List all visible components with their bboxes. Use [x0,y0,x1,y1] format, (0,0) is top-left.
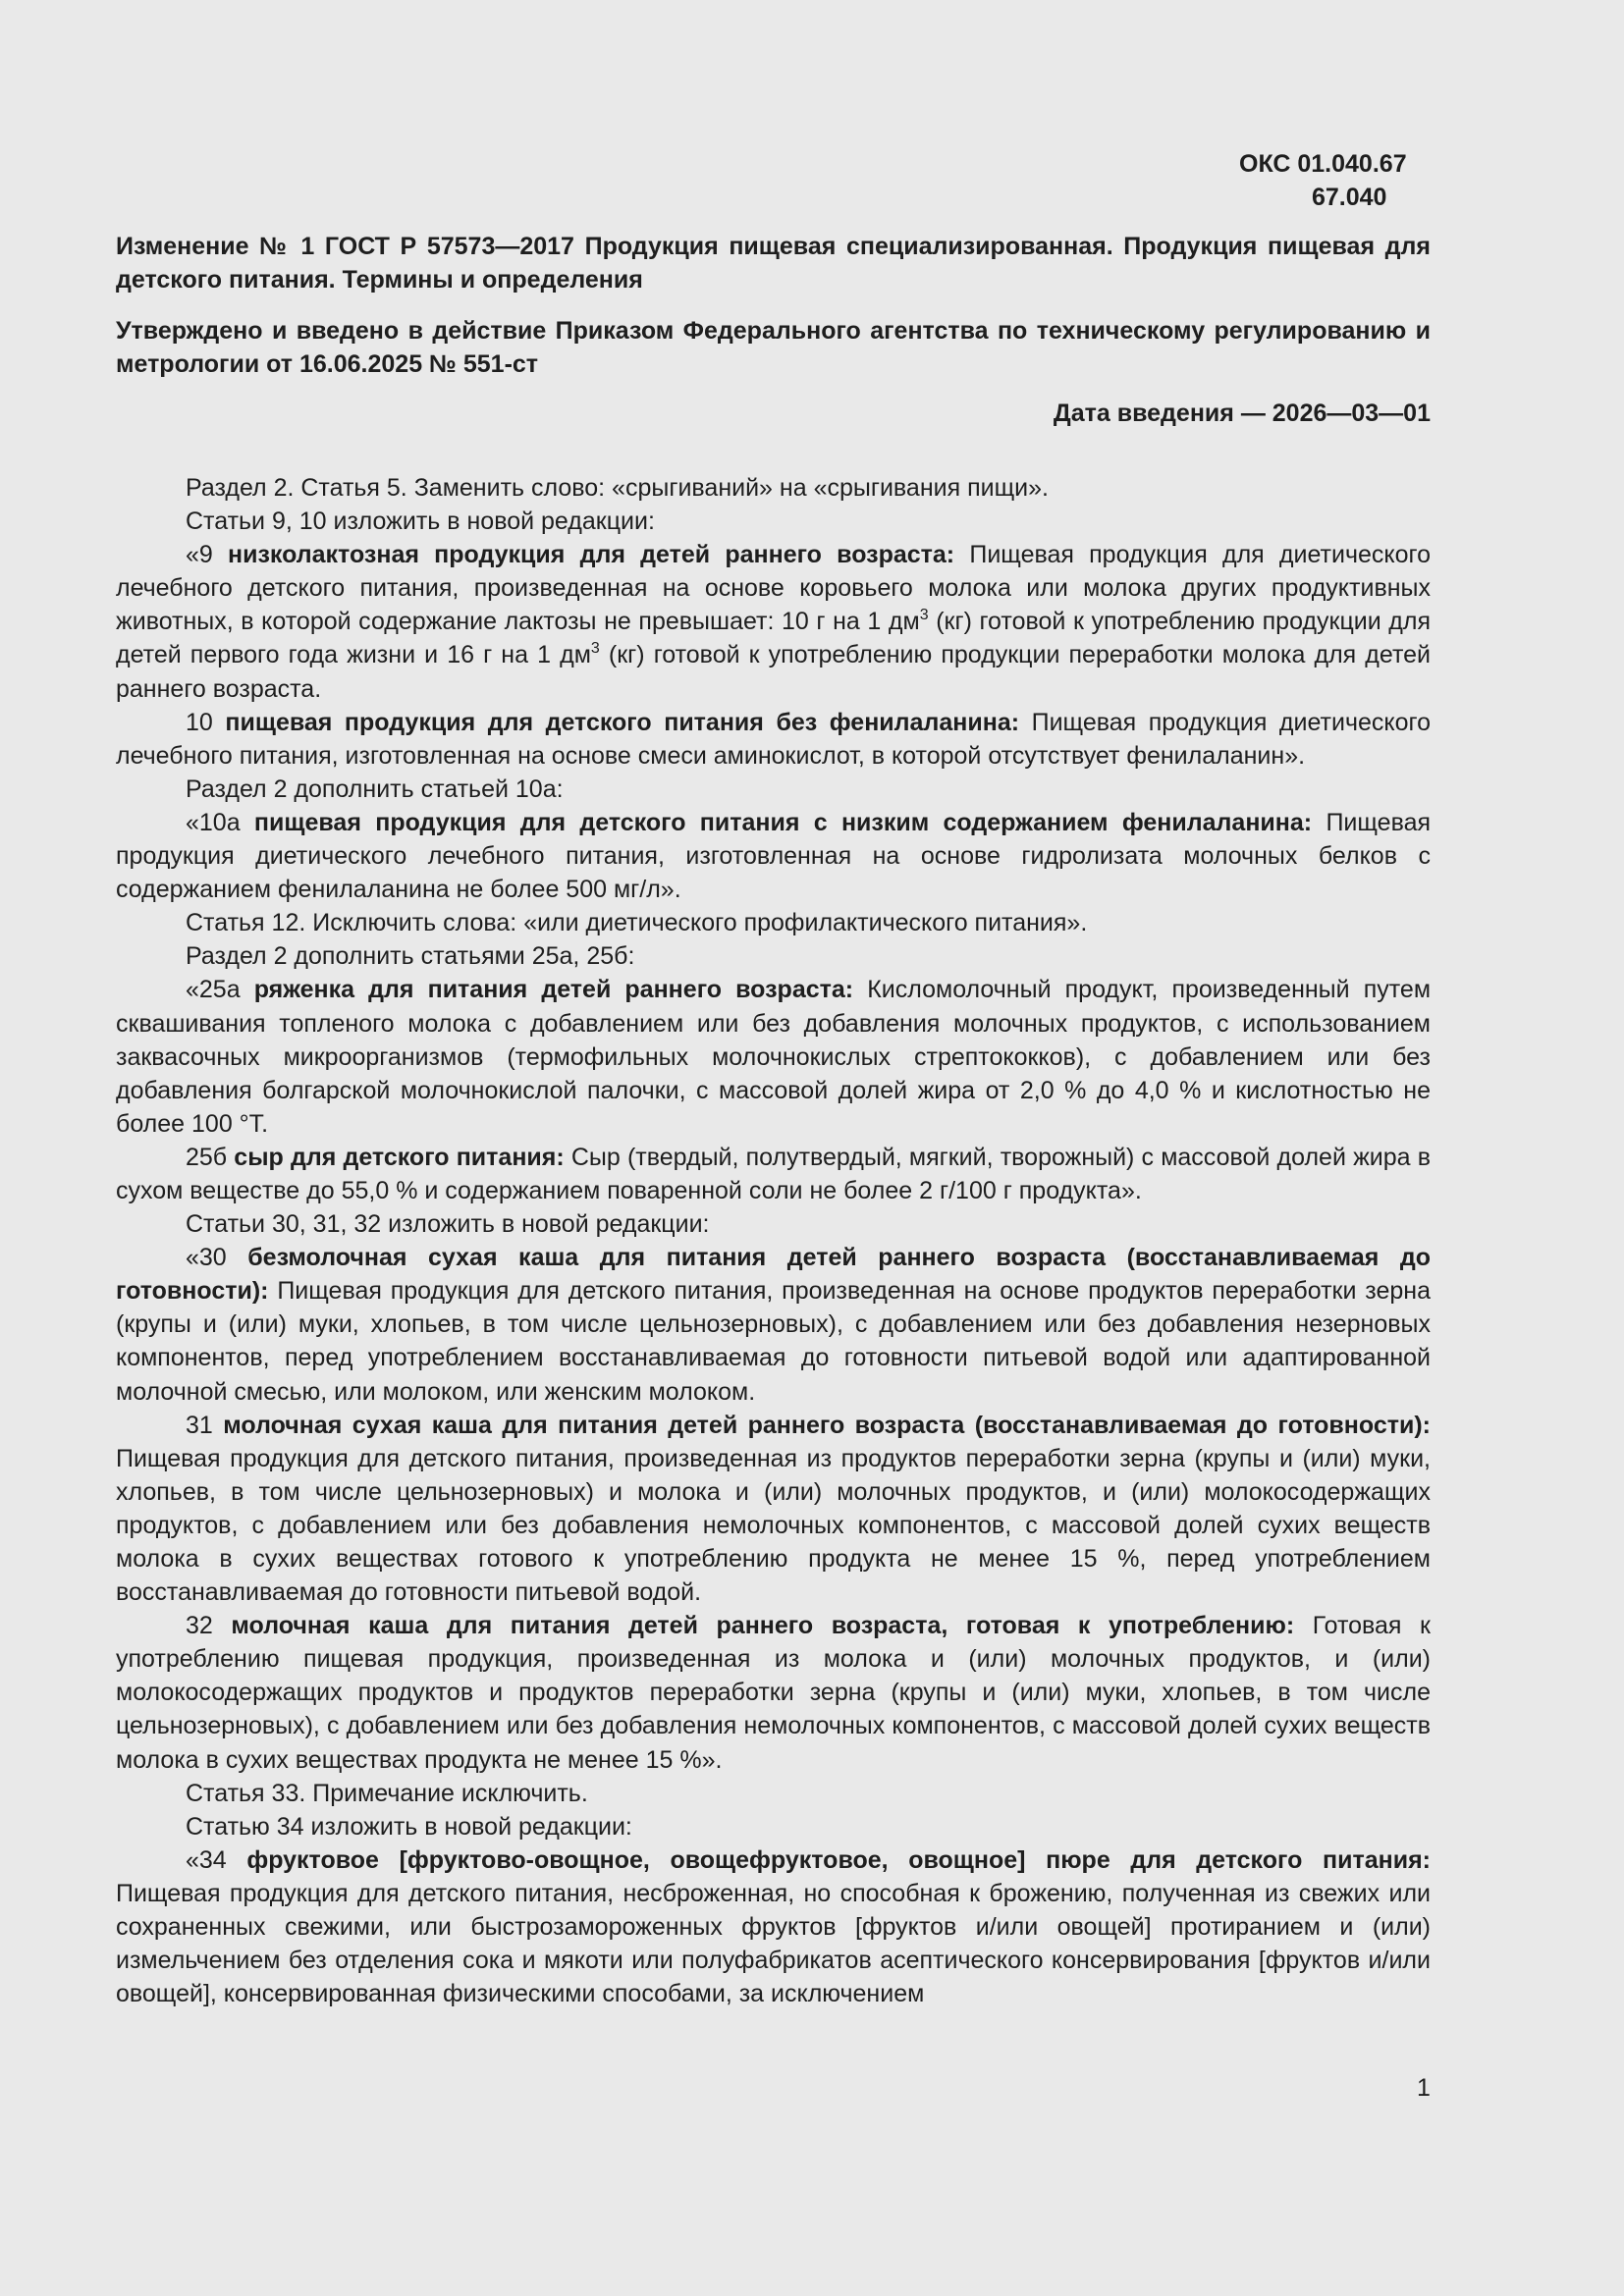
term-name: молочная каша для питания детей раннего возраста, готовая к употреблению: [231,1612,1295,1640]
paragraph: Статьи 9, 10 изложить в новой редакции: [186,507,655,536]
term-name: молочная сухая каша для питания детей раннего возраста (восстанавливаемая до готовности): [223,1411,1431,1439]
superscript: 3 [590,640,600,658]
term-number: «25а [186,976,254,1004]
paragraph: Статью 34 изложить в новой редакции: [186,1812,632,1841]
term-definition [116,1843,1431,2010]
paragraph: Раздел 2 дополнить статьями 25а, 25б: [186,942,635,971]
term-name: сыр для детского питания: [234,1143,565,1171]
term-text: Пищевая продукция диетического лечебного питания, изготовленная на основе гидролизата молочных белков с содержанием фенилаланина не более 500 мг/л». [116,808,1432,904]
amendment-body [116,471,1431,2010]
term-text: Пищевая продукция диетического лечебного питания, изготовленная на основе смеси аминокислот, в которой отсутствует фенилаланин». [116,708,1431,770]
term-number: 25б [186,1143,235,1171]
term-text: Пищевая продукция для детского питания, произведенная на основе продуктов переработки зерна (крупы и (или) муки, хлопьев, в том числе цельнозерновых), с добавлением или без добавления незерновых компонентов, перед употреблением восстанавливаемая до готовности питьевой водой или адаптированной молочной смесью, или молоком, или женским молоком. [116,1277,1431,1406]
term-number: 31 [186,1411,224,1439]
paragraph: Раздел 2. Статья 5. Заменить слово: «срыгиваний» на «срыгивания пищи». [186,474,1049,502]
term-number: «10а [186,808,254,836]
term-text: Кисломолочный продукт, произведенный путем сквашивания топленого молока с добавлением или без добавления молочных продуктов, с использованием заквасочных микроорганизмов (термофильных молочнокислых стрептококков), с добавлением или без добавления болгарской молочнокислой палочки, с массовой долей жира от 2,0 % до 4,0 % и кислотностью не более 100 °Т. [116,976,1432,1138]
term-text: Готовая к употреблению пищевая продукция, произведенная из молока и (или) молочных продуктов, и (или) молокосодержащих продуктов и продуктов переработки зерна (крупы и (или) муки, хлопьев, в том числе цельнозерновых), с добавлением или без добавления немолочных компонентов, с массовой долей сухих веществ молока в сухих веществах продукта не менее 15 %». [116,1612,1431,1774]
oks-code-line-2: 67.040 [1312,184,1387,211]
term-definition [116,1409,1431,1610]
page-number: 1 [1417,2074,1431,2102]
term-text: Пищевая продукция для диетического лечебного детского питания, произведенная на основе коровьего молока или молока других продуктивных животных, в которой содержание лактозы не превышает: 10 г на 1 дм [116,541,1431,636]
paragraph: Раздел 2 дополнить статьей 10а: [186,774,564,803]
term-definition [116,538,1431,705]
term-text: Пищевая продукция для детского питания, произведенная из продуктов переработки зерна (крупы и (или) муки, хлопьев, в том числе цельнозерновых) и молока и (или) молочных продуктов, и (или) молокосодержащих продуктов, с добавлением или без добавления немолочных компонентов, с массовой долей сухих веществ молока в сухих веществах готового к употреблению продукта не менее 15 %, перед употреблением восстанавливаемая до готовности питьевой водой. [116,1444,1431,1607]
term-text: (кг) готовой к употреблению продукции для детей первого года жизни и 16 г на 1 дм [116,608,1432,669]
term-name: пищевая продукция для детского питания с низким содержанием фенилаланина: [253,808,1313,836]
term-text: Сыр (твердый, полутвердый, мягкий, творожный) с массовой долей жира в сухом веществе до 55,0 % и содержанием поваренной соли не более 2 г/100 г продукта». [116,1143,1432,1204]
term-text: Пищевая продукция для детского питания, несброженная, но способная к брожению, полученная из свежих или сохраненных свежими, или быстрозамороженных фруктов [фруктов и/или овощей] протиранием и (или) измельчением без отделения сока и мякоти или полуфабрикатов асептического консервирования [фруктов и/или овощей], консервированная физическими способами, за исключением [116,1879,1431,2008]
term-name: низколактозная продукция для детей раннего возраста: [228,541,955,569]
term-name: фруктовое [фруктово-овощное, овощефруктовое, овощное] пюре для детского питания: [246,1845,1431,1874]
amendment-title: Изменение № 1 ГОСТ Р 57573—2017 Продукция пищевая специализированная. Продукция пищевая для детского питания. Термины и определения [116,233,1431,294]
oks-code [1239,147,1435,214]
term-text: (кг) готовой к употреблению продукции переработки молока для детей раннего возраста. [116,641,1431,703]
paragraph: Статья 33. Примечание исключить. [186,1779,588,1807]
term-name: безмолочная сухая каша для питания детей раннего возраста (восстанавливаемая до готовности): [116,1244,1431,1306]
term-number: «34 [186,1845,247,1874]
term-name: ряженка для питания детей раннего возраста: [253,976,854,1004]
term-name: пищевая продукция для детского питания без фенилаланина: [225,708,1020,736]
term-definition [116,1141,1431,1207]
term-number: «30 [186,1244,248,1272]
approval-statement: Утверждено и введено в действие Приказом Федерального агентства по техническому регулированию и метрологии от 16.06.2025 № 551-ст [116,317,1431,378]
term-definition [116,706,1431,773]
oks-code-line-1: ОКС 01.040.67 [1239,150,1407,178]
term-definition [116,973,1431,1140]
superscript: 3 [919,607,929,624]
effective-date: Дата введения — 2026—03—01 [1053,400,1431,427]
term-definition [116,1241,1431,1408]
term-number: 32 [186,1612,232,1640]
term-definition [116,1609,1431,1776]
term-number: «9 [186,541,229,569]
term-definition [116,806,1431,906]
term-number: 10 [186,708,226,736]
paragraph: Статьи 30, 31, 32 изложить в новой редакции: [186,1210,710,1239]
paragraph: Статья 12. Исключить слова: «или диетического профилактического питания». [186,909,1088,937]
